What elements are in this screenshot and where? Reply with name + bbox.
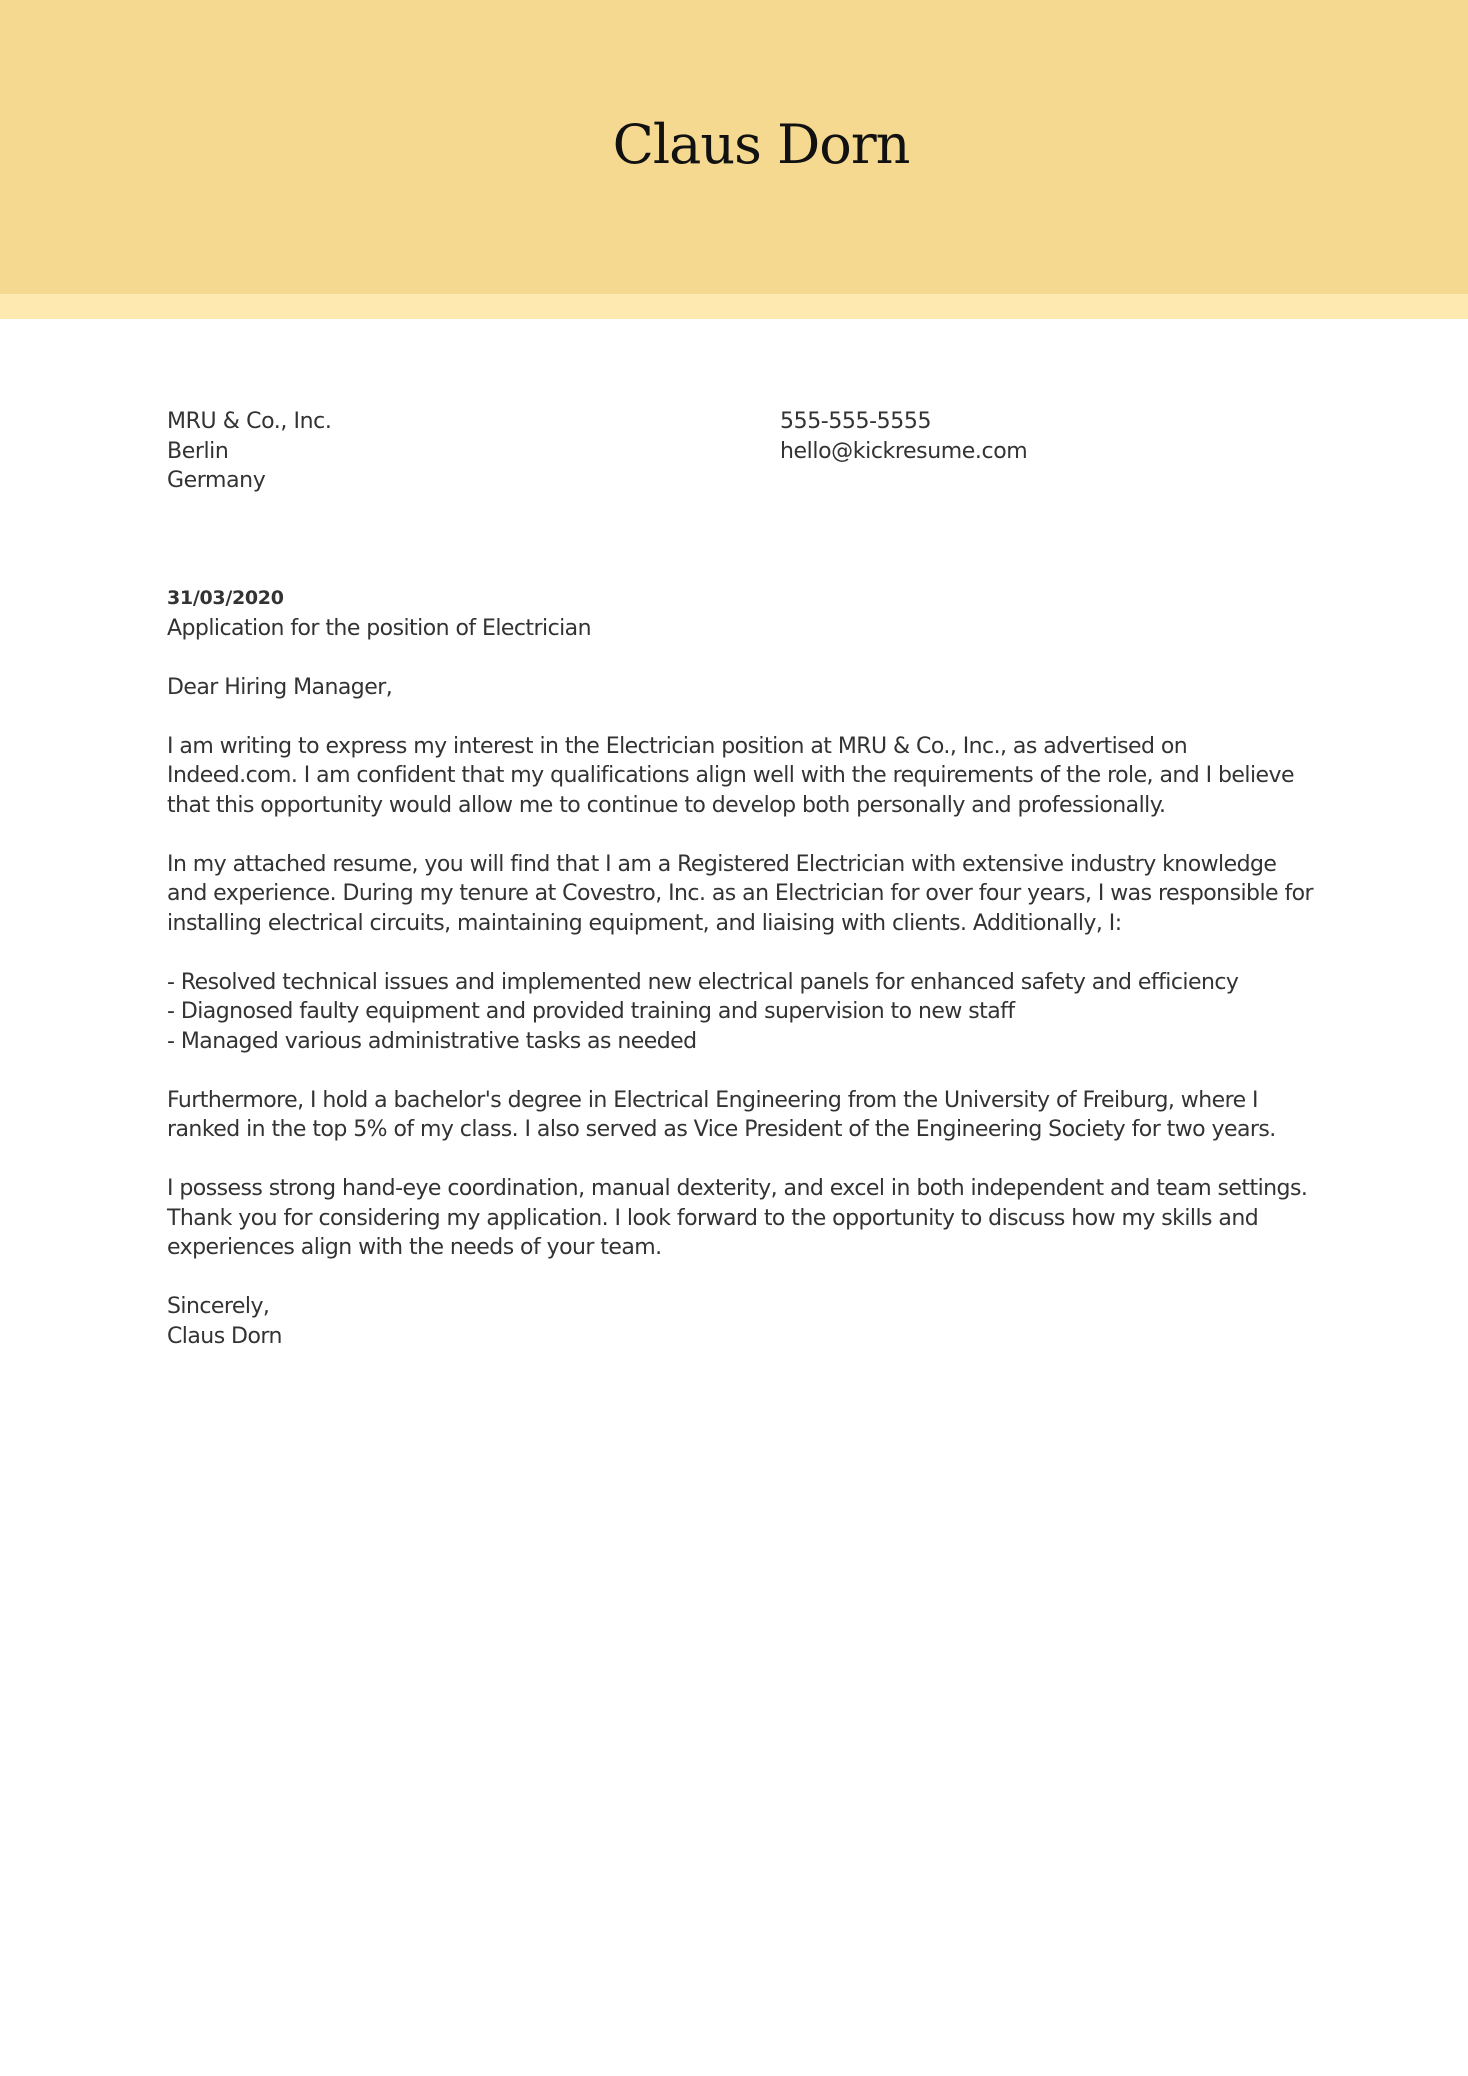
paragraph-1 — [167, 732, 1367, 821]
greeting: Dear Hiring Manager, — [167, 674, 393, 700]
header-accent-band — [0, 294, 1468, 319]
paragraph-2 — [167, 850, 1367, 939]
signature: Claus Dorn — [167, 1323, 282, 1349]
paragraph-4 — [167, 1174, 1367, 1263]
paragraph-line: and experience. During my tenure at Covestro, Inc. as an Electrician for over four years, I was responsible for — [167, 881, 1314, 906]
paragraph-line: I am writing to express my interest in the Electrician position at MRU & Co., Inc., as advertised on — [167, 733, 1188, 759]
paragraph-line: In my attached resume, you will find that I am a Registered Electrician with extensive industry knowledge — [167, 851, 1277, 877]
list-item: - Managed various administrative tasks as needed — [167, 1028, 697, 1054]
paragraph-line: I possess strong hand-eye coordination, manual dexterity, and excel in both independent and team settings. — [167, 1176, 1308, 1201]
paragraph-line: Indeed.com. I am confident that my qualifications align well with the requirements of the role, and I believe — [167, 763, 1294, 788]
paragraph-line: experiences align with the needs of your team. — [167, 1235, 662, 1260]
paragraph-line: installing electrical circuits, maintaining equipment, and liaising with clients. Additionally, I: — [167, 910, 1122, 936]
letter-body — [167, 584, 1367, 1351]
paragraph-3 — [167, 1086, 1367, 1145]
paragraph-line: ranked in the top 5% of my class. I also served as Vice President of the Engineering Society for two years. — [167, 1117, 1276, 1142]
paragraph-line: Furthermore, I hold a bachelor's degree in Electrical Engineering from the University of Freiburg, where I — [167, 1087, 1258, 1113]
closing: Sincerely, — [167, 1294, 270, 1319]
list-item: - Resolved technical issues and implemented new electrical panels for enhanced safety and efficiency — [167, 969, 1239, 995]
list-item: - Diagnosed faulty equipment and provided training and supervision to new staff — [167, 999, 1015, 1024]
phone-number: 555-555-5555 — [780, 409, 932, 434]
recipient-city: Berlin — [167, 438, 229, 464]
recipient-company: MRU & Co., Inc. — [167, 409, 332, 434]
recipient-address — [167, 407, 331, 496]
applicant-name: Claus Dorn — [612, 113, 910, 176]
recipient-country: Germany — [167, 468, 266, 493]
achievement-list — [167, 968, 1367, 1057]
letter-subject: Application for the position of Electrician — [167, 615, 591, 641]
paragraph-line: that this opportunity would allow me to continue to develop both personally and professionally. — [167, 792, 1166, 818]
paragraph-line: Thank you for considering my application. I look forward to the opportunity to discuss how my skills and — [167, 1205, 1259, 1231]
email-address: hello@kickresume.com — [780, 438, 1028, 464]
contact-info — [780, 407, 1027, 466]
letter-date: 31/03/2020 — [167, 587, 284, 609]
